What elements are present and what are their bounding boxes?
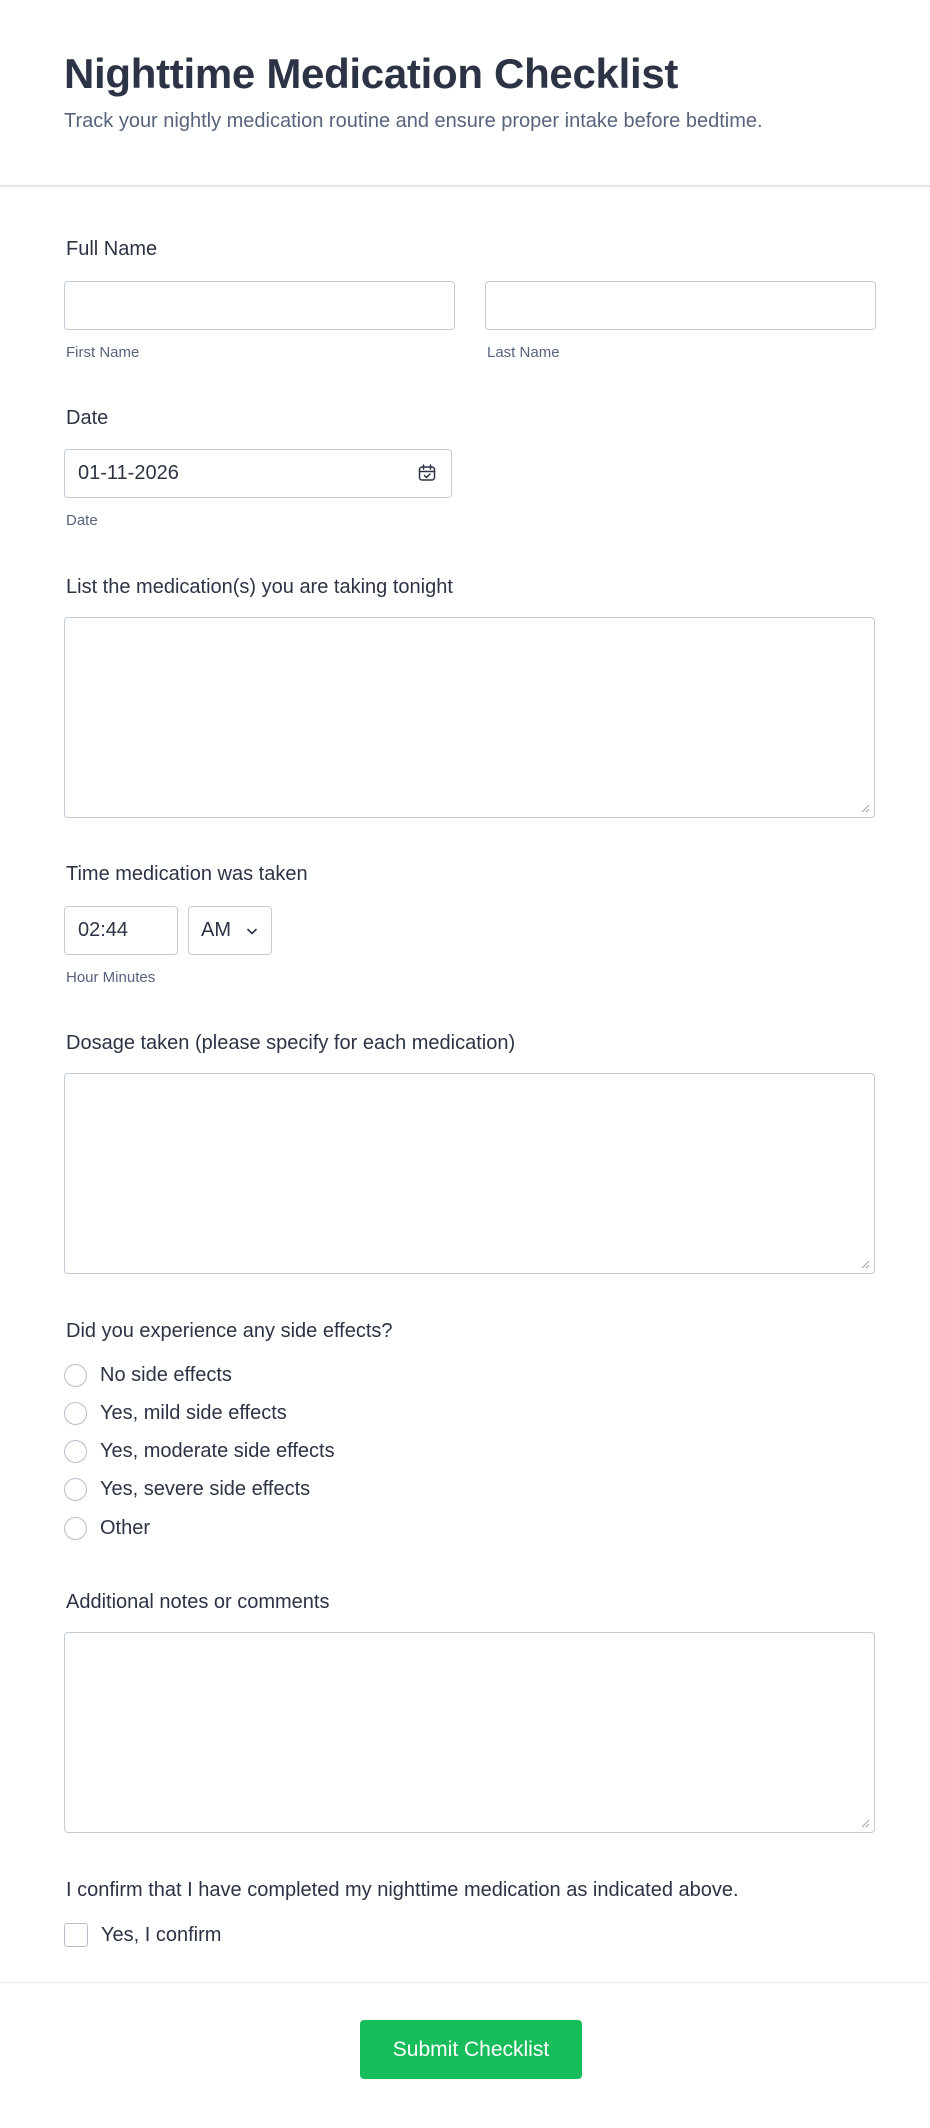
ampm-select[interactable] xyxy=(188,906,272,955)
submit-button[interactable]: Submit Checklist xyxy=(360,2020,582,2079)
resize-handle-icon[interactable] xyxy=(860,1259,870,1269)
radio-button[interactable] xyxy=(64,1478,87,1501)
radio-button[interactable] xyxy=(64,1402,87,1425)
calendar-icon[interactable] xyxy=(417,463,437,483)
notes-label: Additional notes or comments xyxy=(66,1591,330,1613)
chevron-down-icon xyxy=(245,925,259,937)
side-effect-option[interactable] xyxy=(64,1514,150,1542)
side-effect-option[interactable] xyxy=(64,1361,232,1389)
side-effect-option-label: Yes, severe side effects xyxy=(100,1477,311,1500)
radio-button[interactable] xyxy=(64,1517,87,1540)
side-effects-label: Did you experience any side effects? xyxy=(66,1320,393,1342)
first-name-input[interactable] xyxy=(64,281,455,330)
side-effect-option-label: Yes, mild side effects xyxy=(100,1401,287,1424)
side-effect-option-label: Other xyxy=(100,1516,151,1539)
date-value: 01-11-2026 xyxy=(78,462,179,484)
last-name-input[interactable] xyxy=(485,281,876,330)
last-name-sublabel: Last Name xyxy=(487,344,560,361)
dosage-textarea[interactable] xyxy=(64,1073,875,1274)
medications-label: List the medication(s) you are taking tonight xyxy=(66,576,453,598)
resize-handle-icon[interactable] xyxy=(860,803,870,813)
page-subtitle: Track your nightly medication routine and ensure proper intake before bedtime. xyxy=(64,110,763,132)
side-effect-option[interactable] xyxy=(64,1399,287,1427)
side-effect-option[interactable] xyxy=(64,1437,335,1465)
side-effect-option-label: Yes, moderate side effects xyxy=(100,1439,335,1462)
side-effect-option-label: No side effects xyxy=(100,1363,232,1386)
time-input[interactable] xyxy=(64,906,178,955)
full-name-label: Full Name xyxy=(66,238,158,260)
confirm-option-label: Yes, I confirm xyxy=(101,1923,222,1946)
time-taken-label: Time medication was taken xyxy=(66,863,308,885)
form-header xyxy=(0,0,930,187)
time-value: 02:44 xyxy=(78,919,129,941)
radio-button[interactable] xyxy=(64,1440,87,1463)
ampm-value: AM xyxy=(201,919,231,941)
footer-divider xyxy=(0,1982,930,1983)
page-title: Nighttime Medication Checklist xyxy=(64,50,679,97)
notes-textarea[interactable] xyxy=(64,1632,875,1833)
confirm-checkbox[interactable] xyxy=(64,1923,88,1947)
time-sublabel: Hour Minutes xyxy=(66,969,156,986)
radio-button[interactable] xyxy=(64,1364,87,1387)
date-label: Date xyxy=(66,407,109,429)
resize-handle-icon[interactable] xyxy=(860,1818,870,1828)
date-input[interactable] xyxy=(64,449,452,498)
side-effect-option[interactable] xyxy=(64,1475,310,1503)
confirm-label: I confirm that I have completed my nighttime medication as indicated above. xyxy=(66,1879,739,1901)
date-sublabel: Date xyxy=(66,512,98,529)
medications-textarea[interactable] xyxy=(64,617,875,818)
first-name-sublabel: First Name xyxy=(66,344,140,361)
confirm-option[interactable] xyxy=(64,1921,221,1949)
dosage-label: Dosage taken (please specify for each medication) xyxy=(66,1032,516,1054)
